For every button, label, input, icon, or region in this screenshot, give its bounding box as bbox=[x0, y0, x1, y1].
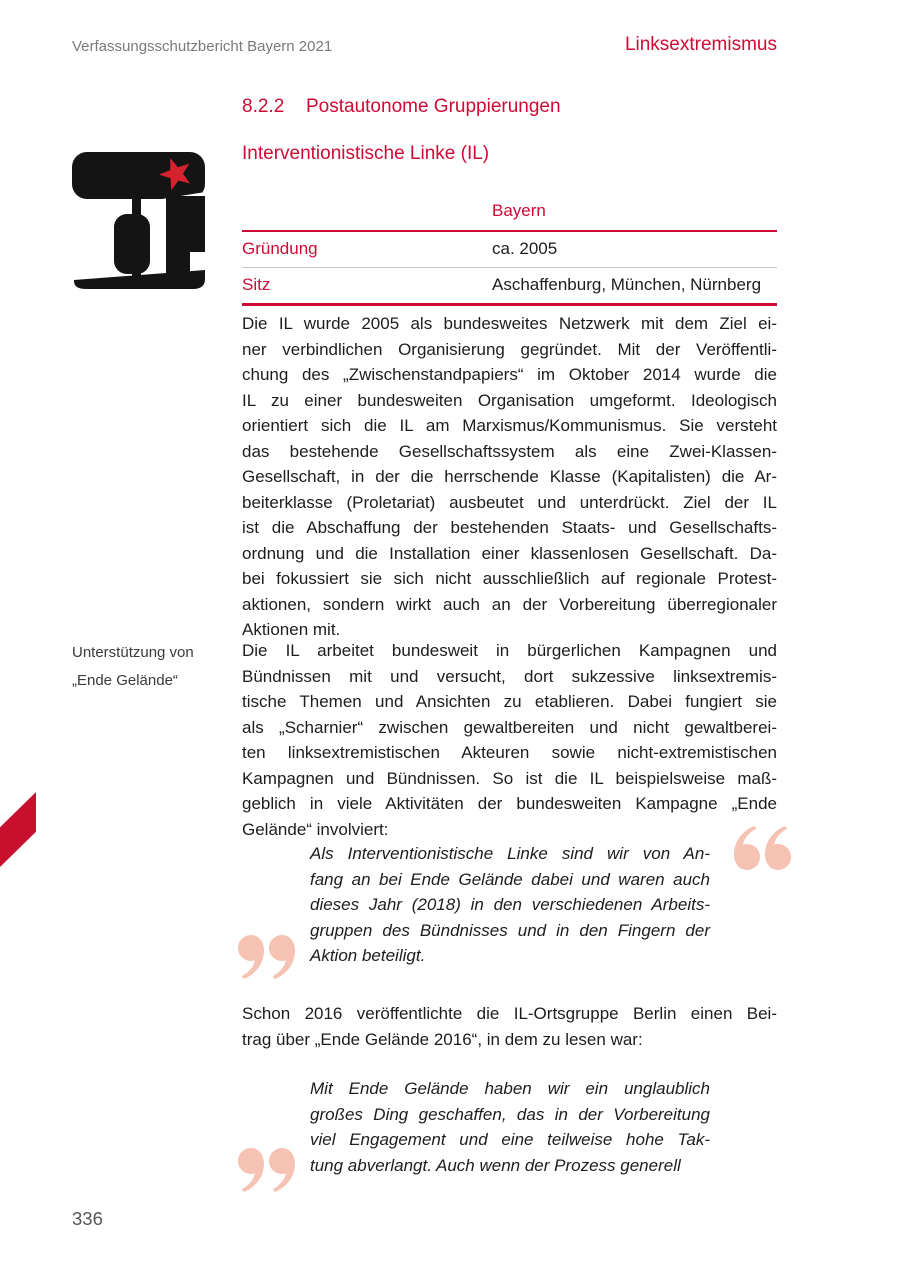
infobox-row-gruendung bbox=[242, 232, 777, 268]
text-line: ner verbindlichen Organisierung gegründet. Mit der Veröffentli- bbox=[242, 339, 777, 359]
text-line: als „Scharnier“ zwischen gewaltbereiten und nicht gewaltberei- bbox=[242, 717, 777, 737]
text-line: geblich in viele Aktivitäten der bundesweiten Kampagne „Ende bbox=[242, 794, 777, 813]
section-number: 8.2.2 bbox=[242, 96, 285, 117]
closing-quote-icon bbox=[238, 1148, 298, 1194]
infobox-header-row bbox=[242, 193, 777, 232]
blockquote-1-text bbox=[310, 841, 710, 969]
closing-quote-icon bbox=[238, 935, 298, 981]
infobox-label: Sitz bbox=[242, 275, 271, 294]
text-line: tische Themen und Ansichten zu etablieren. Dabei fungiert sie bbox=[242, 692, 777, 711]
text-line: chung des „Zwischenstandpapiers“ im Oktober 2014 wurde die bbox=[242, 365, 777, 384]
text-line: Mit Ende Gelände haben wir ein unglaublich bbox=[310, 1079, 710, 1098]
text-line: beiterklasse (Proletariat) ausbeutet und unterdrückt. Ziel der IL bbox=[242, 492, 777, 512]
margin-note bbox=[72, 639, 240, 695]
text-line: Bündnissen mit und versucht, dort sukzessive linksextremis- bbox=[242, 666, 777, 686]
running-header-right: Linksextremismus bbox=[624, 34, 777, 55]
text-line: dieses Jahr (2018) in den verschiedenen Arbeits- bbox=[310, 895, 710, 914]
il-logo-graphic bbox=[72, 148, 205, 290]
red-corner-marker bbox=[0, 792, 36, 867]
text-line: Die IL arbeitet bundesweit in bürgerlichen Kampagnen und bbox=[242, 641, 777, 660]
text-line: das bestehende Gesellschaftssystem als eine Zwei-Klassen- bbox=[242, 441, 777, 461]
infobox-value: Aschaffenburg, München, Nürnberg bbox=[492, 275, 762, 294]
page-number: 336 bbox=[72, 1208, 103, 1229]
infobox-column-header: Bayern bbox=[492, 201, 546, 220]
text-line: aktionen, sondern wirkt auch an der Vorbereitung überregionaler bbox=[242, 594, 777, 614]
text-line: gruppen des Bündnisses und in den Fingern der bbox=[310, 920, 710, 940]
text-line: Als Interventionistische Linke sind wir von An- bbox=[310, 844, 710, 863]
text-line: Unterstützung von bbox=[72, 644, 194, 661]
text-line: großes Ding geschaffen, das in der Vorbereitung bbox=[310, 1104, 710, 1124]
running-header-left: Verfassungsschutzbericht Bayern 2021 bbox=[72, 38, 333, 55]
text-line: IL zu einer bundesweiten Organisation umgeformt. Ideologisch bbox=[242, 390, 777, 410]
infobox-row-sitz bbox=[242, 268, 777, 306]
infobox-value: ca. 2005 bbox=[492, 239, 558, 258]
body-paragraph-2-text bbox=[242, 638, 777, 842]
text-line: Aktion beteiligt. bbox=[310, 946, 426, 965]
text-line: tung abverlangt. Auch wenn der Prozess generell bbox=[310, 1155, 681, 1175]
text-line: Gesellschaft, in der die herrschende Klasse (Kapitalisten) die Ar- bbox=[242, 467, 777, 486]
infobox-table bbox=[242, 193, 777, 306]
text-line: Gelände“ involviert: bbox=[242, 819, 389, 839]
infobox-label: Gründung bbox=[242, 239, 318, 258]
section-heading bbox=[242, 96, 777, 118]
text-line: trag über „Ende Gelände 2016“, in dem zu lesen war: bbox=[242, 1029, 643, 1049]
opening-quote-icon bbox=[734, 826, 794, 872]
section-title: Postautonome Gruppierungen bbox=[306, 96, 561, 117]
body-paragraph-3 bbox=[242, 1001, 777, 1052]
organisation-heading: Interventionistische Linke (IL) bbox=[242, 143, 490, 164]
text-line: ordnung und die Installation einer klassenlosen Gesellschaft. Da- bbox=[242, 543, 777, 563]
text-line: „Ende Gelände“ bbox=[72, 672, 178, 689]
body-paragraph-1 bbox=[242, 311, 777, 643]
text-line: bei fokussiert sie sich nicht ausschließlich auf regionale Protest- bbox=[242, 569, 777, 588]
text-line: orientiert sich die IL am Marxismus/Kommunismus. Sie versteht bbox=[242, 416, 777, 435]
body-paragraph-2 bbox=[72, 638, 777, 842]
text-line: ist die Abschaffung der bestehenden Staats- und Gesellschafts- bbox=[242, 518, 777, 537]
blockquote-2 bbox=[310, 1076, 710, 1178]
text-line: Kampagnen und Bündnissen. So ist die IL beispielsweise maß- bbox=[242, 768, 777, 788]
blockquote-2-text bbox=[310, 1076, 710, 1178]
text-line: Schon 2016 veröffentlichte die IL-Ortsgruppe Berlin einen Bei- bbox=[242, 1004, 777, 1023]
il-logo bbox=[72, 148, 205, 290]
text-line: Die IL wurde 2005 als bundesweites Netzwerk mit dem Ziel ei- bbox=[242, 314, 777, 333]
text-line: ten linksextremistischen Akteuren sowie nicht-extremistischen bbox=[242, 743, 777, 762]
text-line: viel Engagement und eine teilweise hohe Tak- bbox=[310, 1130, 710, 1149]
blockquote-1 bbox=[310, 841, 710, 969]
text-line: Aktionen mit. bbox=[242, 620, 341, 639]
text-line: fang an bei Ende Gelände dabei und waren auch bbox=[310, 869, 710, 889]
